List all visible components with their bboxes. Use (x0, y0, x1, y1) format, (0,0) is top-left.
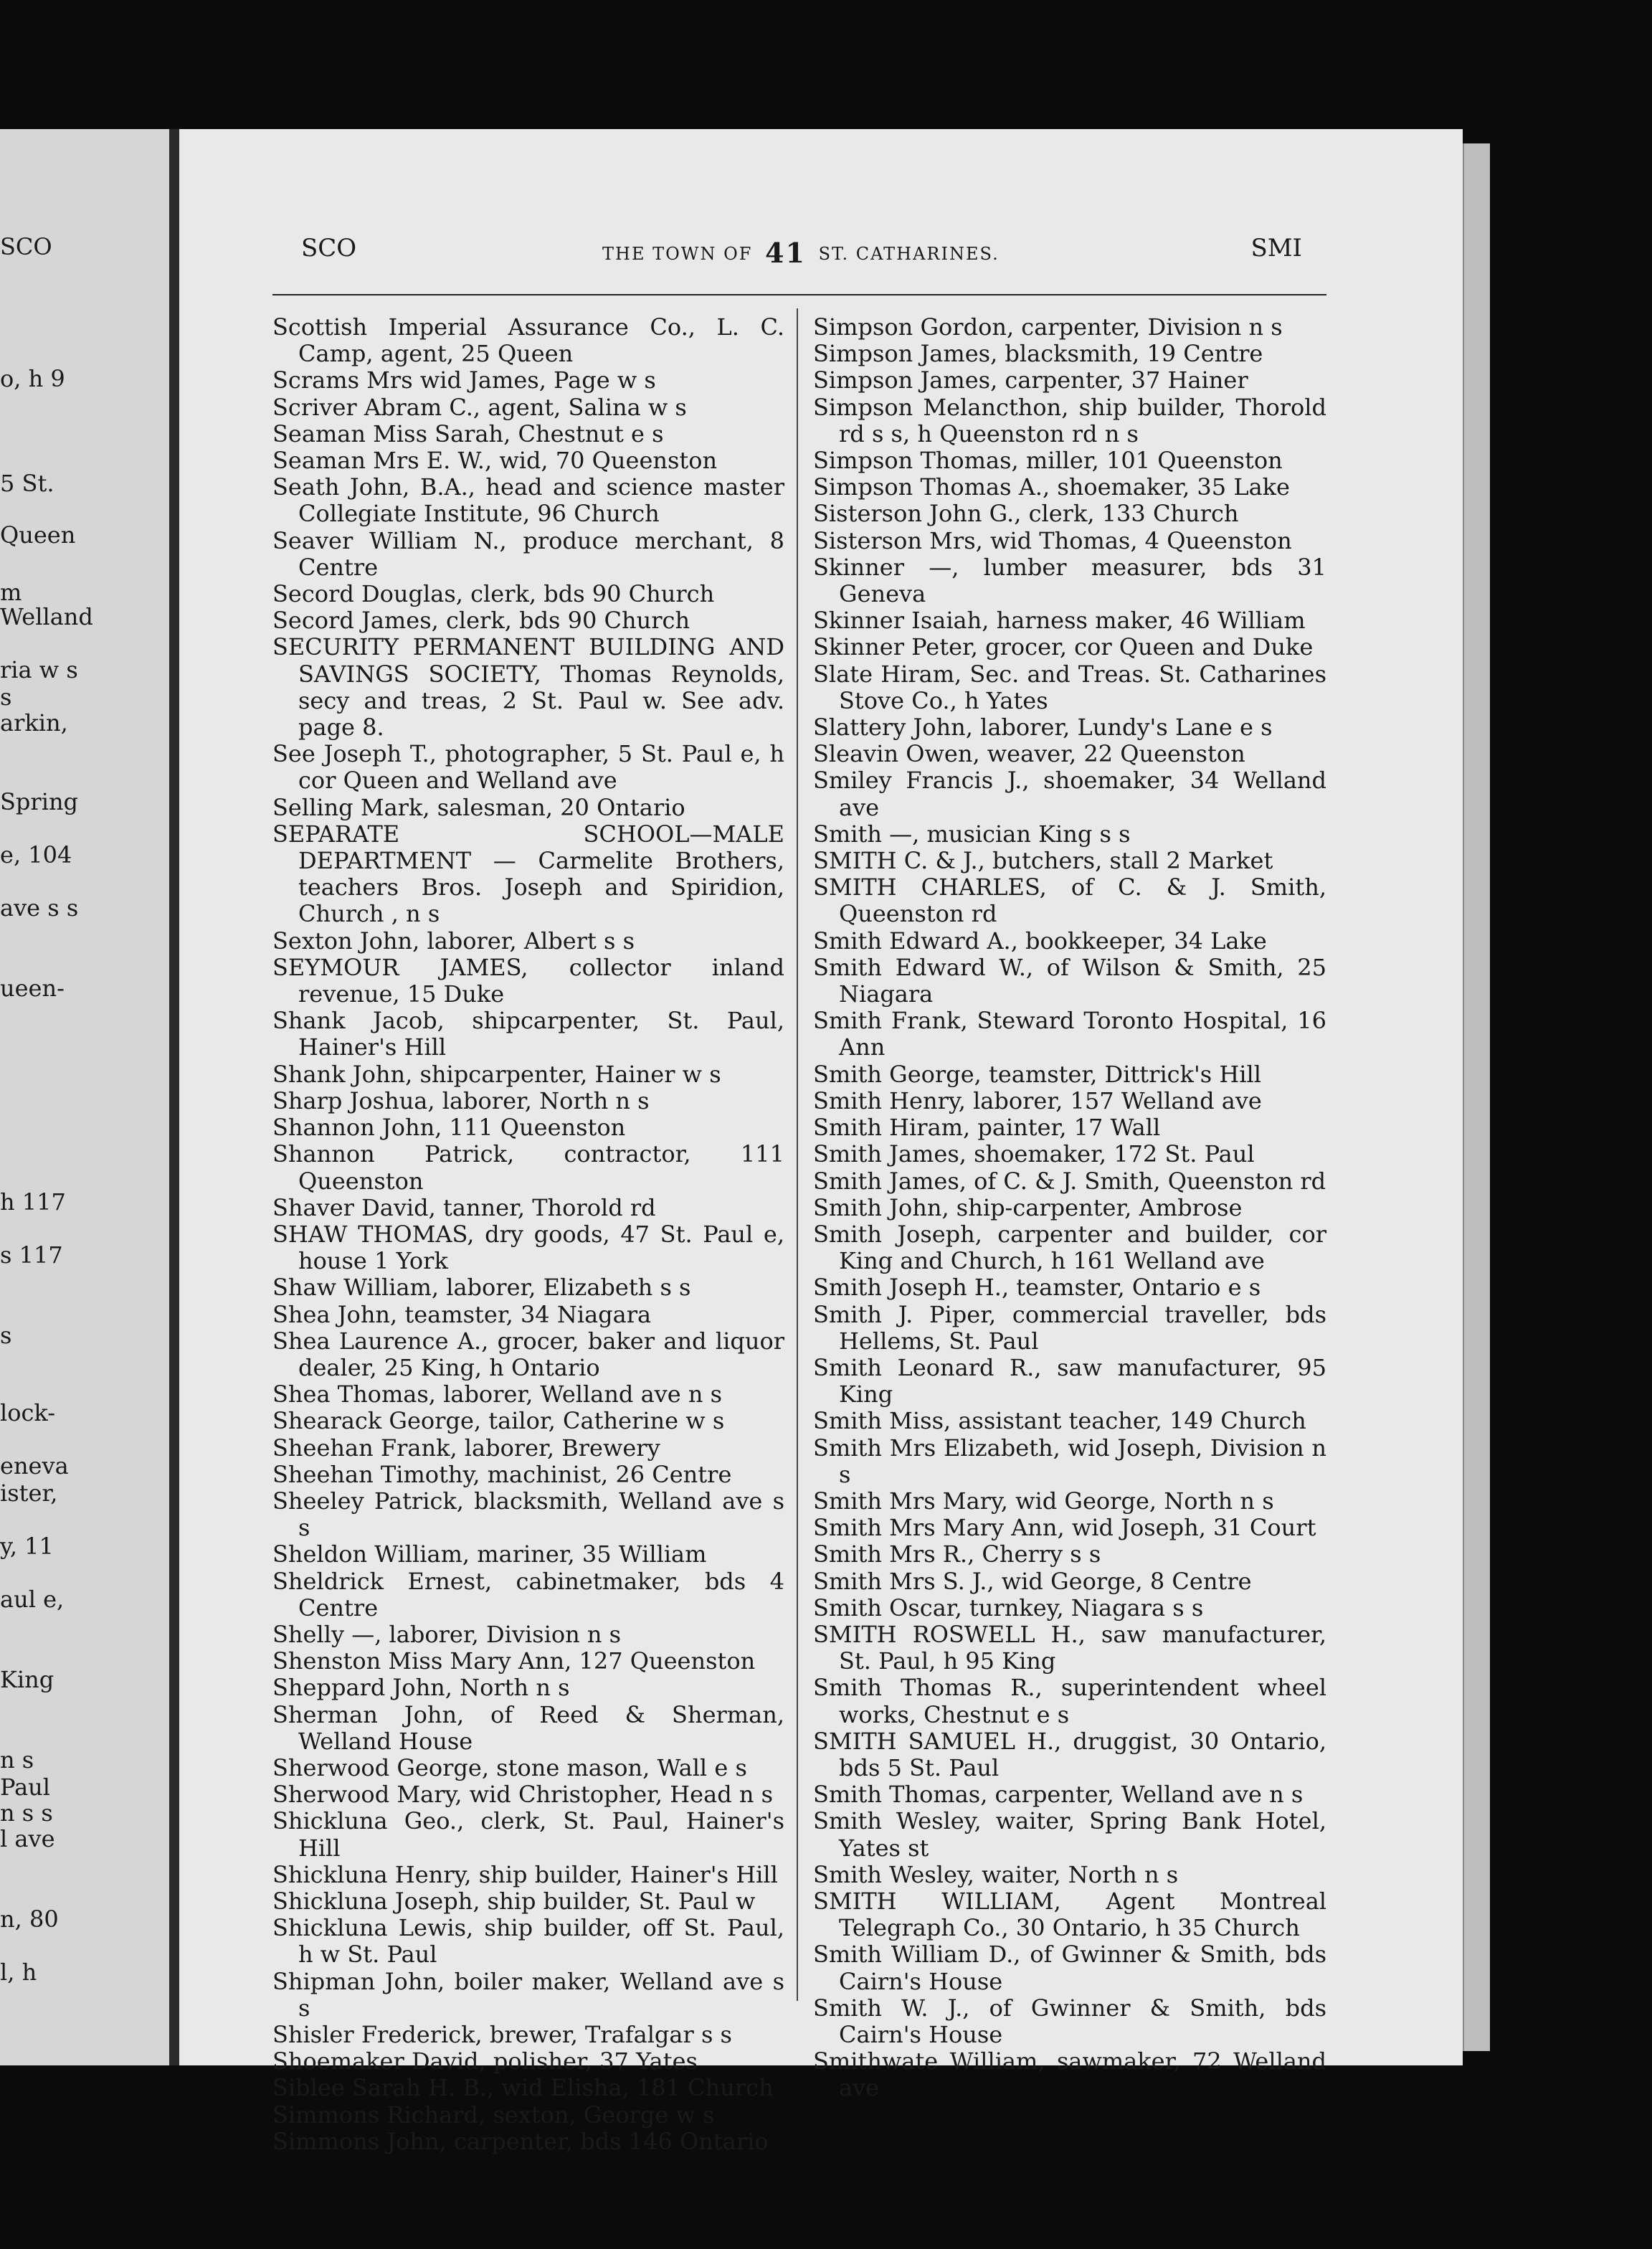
directory-entry: Shannon Patrick, contractor, 111 Queenston (272, 1140, 784, 1195)
left-fragment: n, 80 (0, 1905, 59, 1933)
directory-entry: Simpson Thomas A., shoemaker, 35 Lake (813, 473, 1290, 501)
directory-entry: Smith George, teamster, Dittrick's Hill (813, 1060, 1261, 1088)
directory-entry: Sherman John, of Reed & Sherman, Welland House (272, 1700, 784, 1755)
directory-entry: Smith Edward A., bookkeeper, 34 Lake (813, 927, 1267, 955)
left-fragment: lock- (0, 1399, 56, 1426)
directory-entry: Secord James, clerk, bds 90 Church (272, 607, 690, 635)
directory-entry: Smith James, shoemaker, 172 St. Paul (813, 1140, 1255, 1168)
directory-entry: Shisler Frederick, brewer, Trafalgar s s (272, 2021, 732, 2048)
left-fragment: e, 104 (0, 841, 72, 868)
left-fragment: King (0, 1666, 54, 1693)
left-fragment: ria w s (0, 656, 78, 683)
left-fragment: eneva (0, 1452, 69, 1479)
directory-entry: SECURITY PERMANENT BUILDING AND SAVINGS SOCIETY, Thomas Reynolds, secy and treas, 2 St. Paul w. See adv. page 8. (272, 633, 784, 742)
directory-entry: Simpson James, carpenter, 37 Hainer (813, 366, 1248, 394)
directory-entry: Siblee Sarah H. B., wid Elisha, 181 Church (272, 2074, 774, 2102)
directory-entry: Shea Laurence A., grocer, baker and liquor dealer, 25 King, h Ontario (272, 1327, 784, 1381)
directory-entry: Smith Wesley, waiter, Spring Bank Hotel, Yates st (813, 1807, 1326, 1862)
left-fragment: l, h (0, 1959, 37, 1986)
directory-entry: Scriver Abram C., agent, Salina w s (272, 393, 687, 421)
directory-entry: SMITH SAMUEL H., druggist, 30 Ontario, bds 5 St. Paul (813, 1727, 1326, 1781)
directory-entry: Shickluna Geo., clerk, St. Paul, Hainer's Hill (272, 1807, 784, 1862)
directory-entry: Sexton John, laborer, Albert s s (272, 927, 635, 955)
directory-entry: Shoemaker David, polisher, 37 Yates (272, 2047, 698, 2075)
left-fragment: s (0, 1322, 12, 1349)
directory-entry: Skinner —, lumber measurer, bds 31 Geneva (813, 553, 1326, 608)
directory-entry: Smith Hiram, painter, 17 Wall (813, 1114, 1161, 1142)
directory-entry: Smith Oscar, turnkey, Niagara s s (813, 1594, 1204, 1621)
directory-entry: Simmons John, carpenter, bds 146 Ontario (272, 2127, 769, 2155)
right-column (813, 314, 1326, 2102)
directory-entry: Sheppard John, North n s (272, 1674, 570, 1702)
left-fragment: Spring (0, 788, 79, 815)
page-number: 41 (765, 237, 806, 269)
directory-entry: Smith John, ship-carpenter, Ambrose (813, 1193, 1243, 1221)
directory-entry: Sisterson Mrs, wid Thomas, 4 Queenston (813, 526, 1292, 554)
directory-entry: Simpson Thomas, miller, 101 Queenston (813, 447, 1283, 475)
directory-entry: Sheldon William, mariner, 35 William (272, 1540, 707, 1568)
directory-entry: Smith James, of C. & J. Smith, Queenston rd (813, 1167, 1326, 1195)
directory-entry: Smith J. Piper, commercial traveller, bds Hellems, St. Paul (813, 1300, 1326, 1355)
directory-entry: Smith William D., of Gwinner & Smith, bds Cairn's House (813, 1941, 1326, 1995)
directory-entry: Smith Thomas R., superintendent wheel works, Chestnut e s (813, 1674, 1326, 1728)
left-fragment: s 117 (0, 1241, 63, 1269)
directory-entry: SMITH ROSWELL H., saw manufacturer, St. Paul, h 95 King (813, 1620, 1326, 1675)
header-first-word: SCO (301, 234, 357, 262)
directory-entry: Smith Leonard R., saw manufacturer, 95 King (813, 1353, 1326, 1408)
directory-entry: Shank John, shipcarpenter, Hainer w s (272, 1060, 721, 1088)
directory-entry: Shipman John, boiler maker, Welland ave s s (272, 1967, 784, 2022)
directory-entry: Shickluna Henry, ship builder, Hainer's Hill (272, 1860, 778, 1888)
directory-entry: Sheehan Frank, laborer, Brewery (272, 1434, 660, 1462)
left-fragment: Queen (0, 521, 76, 549)
left-fragment: arkin, (0, 709, 68, 737)
left-fragment: ister, (0, 1479, 58, 1507)
directory-entry: SMITH CHARLES, of C. & J. Smith, Queenston rd (813, 873, 1326, 928)
directory-entry: SEYMOUR JAMES, collector inland revenue, 15 Duke (272, 953, 784, 1008)
directory-entry: Smith Mrs Elizabeth, wid Joseph, Division n s (813, 1434, 1326, 1488)
left-fragment: h 117 (0, 1188, 66, 1216)
directory-entry: Smith Miss, assistant teacher, 149 Church (813, 1407, 1306, 1435)
directory-entry: Shaw William, laborer, Elizabeth s s (272, 1274, 691, 1302)
directory-entry: See Joseph T., photographer, 5 St. Paul e, h cor Queen and Welland ave (272, 740, 784, 795)
header-rule (272, 294, 1326, 295)
directory-entry: Shenston Miss Mary Ann, 127 Queenston (272, 1647, 756, 1675)
left-fragment: l ave (0, 1825, 55, 1852)
directory-entry: Smith Mrs R., Cherry s s (813, 1540, 1101, 1568)
directory-entry: Smith Henry, laborer, 157 Welland ave (813, 1086, 1262, 1114)
directory-entry: Seaman Miss Sarah, Chestnut e s (272, 420, 664, 448)
directory-entry: Sisterson John G., clerk, 133 Church (813, 500, 1239, 528)
directory-entry: Smith Thomas, carpenter, Welland ave n s (813, 1781, 1304, 1809)
directory-entry: Simpson James, blacksmith, 19 Centre (813, 340, 1263, 368)
directory-entry: Skinner Peter, grocer, cor Queen and Duke (813, 633, 1314, 661)
left-column (272, 314, 784, 2155)
directory-entry: SMITH WILLIAM, Agent Montreal Telegraph Co., 30 Ontario, h 35 Church (813, 1887, 1326, 1942)
left-fragment: aul e, (0, 1586, 65, 1613)
directory-entry: Simpson Gordon, carpenter, Division n s (813, 313, 1283, 341)
left-fragment: m (0, 579, 22, 606)
directory-entry: Shickluna Joseph, ship builder, St. Paul w (272, 1887, 756, 1915)
left-fragment: y, 11 (0, 1533, 54, 1560)
directory-entry: Smith W. J., of Gwinner & Smith, bds Cairn's House (813, 1994, 1326, 2048)
directory-entry: Sharp Joshua, laborer, North n s (272, 1086, 650, 1114)
directory-entry: Scrams Mrs wid James, Page w s (272, 366, 656, 394)
directory-entry: SHAW THOMAS, dry goods, 47 St. Paul e, house 1 York (272, 1220, 784, 1275)
directory-entry: Scottish Imperial Assurance Co., L. C. Camp, agent, 25 Queen (272, 313, 784, 368)
header-last-word: SMI (1250, 234, 1302, 262)
directory-entry: Shearack George, tailor, Catherine w s (272, 1407, 725, 1435)
left-fragment: 5 St. (0, 470, 54, 497)
directory-entry: Simmons Richard, sexton, George w s (272, 2101, 715, 2129)
directory-entry: Smith Frank, Steward Toronto Hospital, 16 Ann (813, 1007, 1326, 1061)
left-fragment: o, h 9 (0, 365, 65, 392)
directory-entry: SMITH C. & J., butchers, stall 2 Market (813, 847, 1273, 875)
left-fragment: Welland (0, 603, 93, 630)
directory-entry: Smith Mrs Mary, wid George, North n s (813, 1487, 1274, 1515)
header-title (602, 237, 1000, 269)
directory-entry: Sherwood George, stone mason, Wall e s (272, 1753, 747, 1781)
directory-entry: Shaver David, tanner, Thorold rd (272, 1193, 656, 1221)
page-edges (1463, 143, 1490, 2051)
header-title-left: THE TOWN OF (602, 244, 753, 264)
left-fragment: n s (0, 1746, 34, 1774)
directory-entry: Smiley Francis J., shoemaker, 34 Welland ave (813, 767, 1326, 821)
directory-entry: Secord Douglas, clerk, bds 90 Church (272, 580, 715, 608)
directory-entry: Sheeley Patrick, blacksmith, Welland ave s s (272, 1487, 784, 1542)
directory-entry: Smith Joseph, carpenter and builder, cor King and Church, h 161 Welland ave (813, 1220, 1326, 1275)
left-fragment: Paul (0, 1774, 51, 1801)
directory-entry: Seath John, B.A., head and science master Collegiate Institute, 96 Church (272, 473, 784, 528)
directory-entry: Smith —, musician King s s (813, 820, 1131, 848)
running-header (301, 231, 1302, 269)
directory-entry: Sherwood Mary, wid Christopher, Head n s (272, 1781, 774, 1809)
left-fragment: ave s s (0, 894, 79, 922)
left-page-edge (0, 129, 169, 2065)
directory-entry: Skinner Isaiah, harness maker, 46 William (813, 607, 1306, 635)
directory-entry: Slattery John, laborer, Lundy's Lane e s (813, 714, 1273, 742)
directory-entry: Smith Mrs Mary Ann, wid Joseph, 31 Court (813, 1514, 1316, 1542)
directory-entry: Smithwate William, sawmaker, 72 Welland ave (813, 2047, 1326, 2102)
directory-entry: Shea Thomas, laborer, Welland ave n s (272, 1381, 723, 1408)
directory-entry: Slate Hiram, Sec. and Treas. St. Catharines Stove Co., h Yates (813, 660, 1326, 714)
directory-entry: Selling Mark, salesman, 20 Ontario (272, 793, 685, 821)
directory-entry: Sleavin Owen, weaver, 22 Queenston (813, 740, 1245, 768)
header-title-right: ST. CATHARINES. (818, 244, 1000, 264)
directory-entry: Sheehan Timothy, machinist, 26 Centre (272, 1460, 732, 1488)
directory-entry: Shelly —, laborer, Division n s (272, 1620, 622, 1648)
left-fragment: ueen- (0, 975, 65, 1002)
directory-entry: Shank Jacob, shipcarpenter, St. Paul, Hainer's Hill (272, 1007, 784, 1061)
directory-entry: Smith Wesley, waiter, North n s (813, 1860, 1179, 1888)
column-divider (797, 308, 798, 2001)
directory-entry: Smith Mrs S. J., wid George, 8 Centre (813, 1567, 1252, 1595)
directory-entry: Seaman Mrs E. W., wid, 70 Queenston (272, 447, 718, 475)
book-gutter (169, 129, 179, 2065)
left-fragment: s (0, 683, 12, 711)
directory-entry: Shickluna Lewis, ship builder, off St. Paul, h w St. Paul (272, 1914, 784, 1969)
directory-entry: Sheldrick Ernest, cabinetmaker, bds 4 Centre (272, 1567, 784, 1621)
left-fragment: n s s (0, 1799, 53, 1827)
directory-entry: Smith Joseph H., teamster, Ontario e s (813, 1274, 1261, 1302)
directory-entry: Seaver William N., produce merchant, 8 Centre (272, 526, 784, 581)
directory-entry: Shea John, teamster, 34 Niagara (272, 1300, 652, 1328)
left-fragment: SCO (0, 233, 52, 260)
directory-entry: Smith Edward W., of Wilson & Smith, 25 Niagara (813, 953, 1326, 1008)
directory-entry: Shannon John, 111 Queenston (272, 1114, 626, 1142)
directory-entry: SEPARATE SCHOOL—MALE DEPARTMENT — Carmelite Brothers, teachers Bros. Joseph and Spiridion, Church , n s (272, 820, 784, 928)
directory-entry: Simpson Melancthon, ship builder, Thorold rd s s, h Queenston rd n s (813, 393, 1326, 448)
